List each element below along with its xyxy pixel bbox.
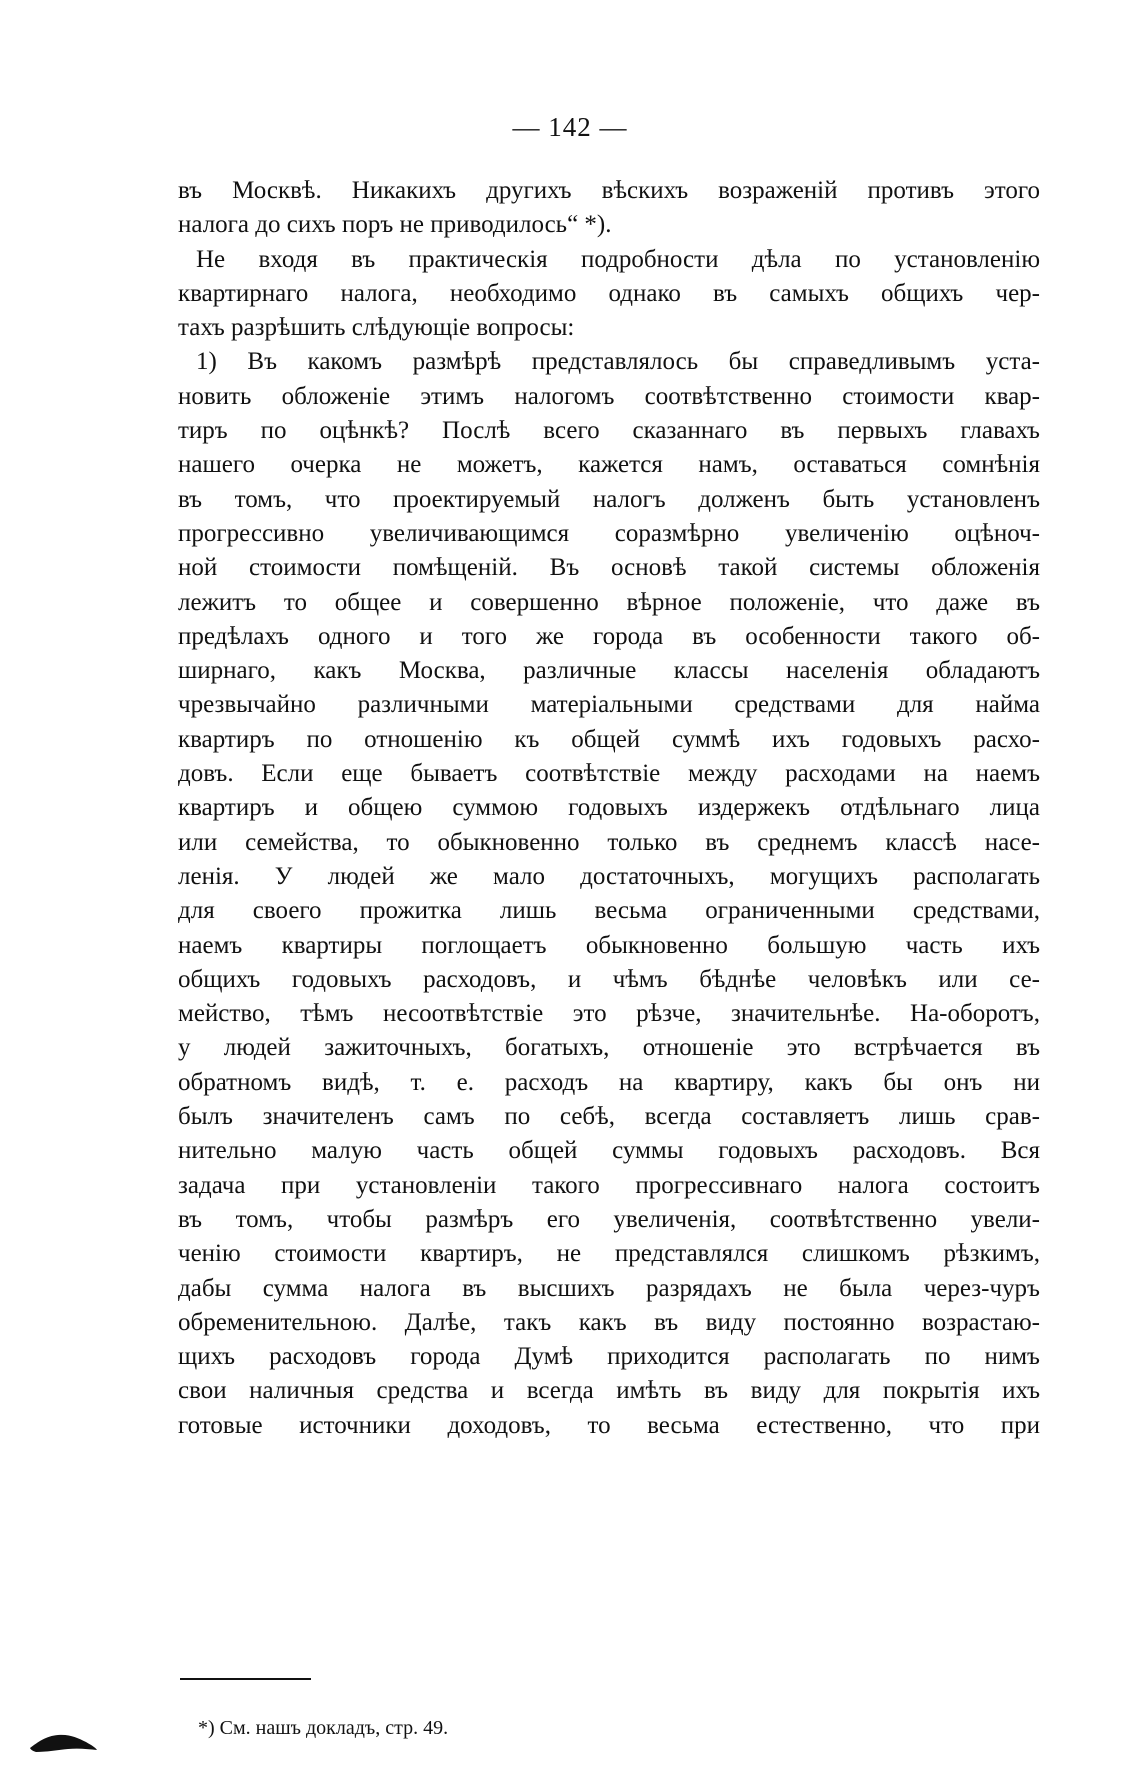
- text-line: у людей зажиточныхъ, богатыхъ, отношеніе это встрѣчается въ: [178, 1034, 1040, 1062]
- text-line: готовые источники доходовъ, то весьма естественно, что при: [178, 1411, 1040, 1439]
- text-line: для своего прожитка лишь весьма ограниченными средствами,: [178, 897, 1040, 925]
- text-line: ной стоимости помѣщеній. Въ основѣ такой системы обложенія: [178, 554, 1040, 582]
- text-line: свои наличныя средства и всегда имѣть въ виду для покрытія ихъ: [178, 1377, 1040, 1405]
- text-line: или семейства, то обыкновенно только въ среднемъ классѣ насе-: [178, 828, 1040, 856]
- text-line: нашего очерка не можетъ, кажется намъ, оставаться сомнѣнія: [178, 451, 1040, 479]
- text-line: лежитъ то общее и совершенно вѣрное положеніе, что даже въ: [178, 588, 1040, 616]
- text-line: тиръ по оцѣнкѣ? Послѣ всего сказаннаго въ первыхъ главахъ: [178, 417, 1040, 445]
- text-line: ширнаго, какъ Москва, различные классы населенія обладаютъ: [178, 657, 1040, 685]
- text-line: наемъ квартиры поглощаетъ обыкновенно большую часть ихъ: [178, 931, 1040, 959]
- text-line: щихъ расходовъ города Думѣ приходится располагать по нимъ: [178, 1343, 1040, 1371]
- text-line: обратномъ видѣ, т. е. расходъ на квартиру, какъ бы онъ ни: [178, 1068, 1040, 1096]
- text-line: ленія. У людей же мало достаточныхъ, могущихъ располагать: [178, 862, 1040, 890]
- footnote: *) См. нашъ докладъ, стр. 49.: [198, 1717, 449, 1739]
- text-line: прогрессивно увеличивающимся соразмѣрно увеличенію оцѣноч-: [178, 519, 1040, 547]
- text-line: дабы сумма налога въ высшихъ разрядахъ не была через-чуръ: [178, 1274, 1040, 1302]
- text-line: мейство, тѣмъ несоотвѣтствіе это рѣзче, значительнѣе. На-оборотъ,: [178, 1000, 1040, 1028]
- footnote-divider: [180, 1678, 311, 1680]
- text-line: былъ значителенъ самъ по себѣ, всегда составляетъ лишь срав-: [178, 1103, 1040, 1131]
- text-line: въ томъ, чтобы размѣръ его увеличенія, соотвѣтственно увели-: [178, 1205, 1040, 1233]
- text-line: довъ. Если еще бываетъ соотвѣтствіе между расходами на наемъ: [178, 760, 1040, 788]
- text-line: тахъ разрѣшить слѣдующіе вопросы:: [178, 314, 575, 342]
- text-line: 1) Въ какомъ размѣрѣ представлялось бы справедливымъ уста-: [196, 348, 1040, 376]
- text-line: квартиръ и общею суммою годовыхъ издержекъ отдѣльнаго лица: [178, 794, 1040, 822]
- text-line: квартирнаго налога, необходимо однако въ самыхъ общихъ чер-: [178, 279, 1040, 307]
- page-number: — 142 —: [512, 112, 628, 142]
- text-line: Не входя въ практическія подробности дѣла по установленію: [196, 245, 1040, 273]
- ink-blot-mark: [28, 1730, 98, 1756]
- text-line: чрезвычайно различными матеріальными средствами для найма: [178, 691, 1040, 719]
- text-line: въ Москвѣ. Никакихъ другихъ вѣскихъ возраженій противъ этого: [178, 177, 1040, 204]
- text-line: квартиръ по отношенію къ общей суммѣ ихъ годовыхъ расхо-: [178, 725, 1040, 753]
- text-line: предѣлахъ одного и того же города въ особенности такого об-: [178, 622, 1040, 650]
- text-line: налога до сихъ поръ не приводилось“ *).: [178, 211, 612, 239]
- main-text: [178, 174, 1040, 1443]
- text-line: обременительною. Далѣе, такъ какъ въ виду постоянно возрастаю-: [178, 1308, 1040, 1336]
- text-line: общихъ годовыхъ расходовъ, и чѣмъ бѣднѣе человѣкъ или се-: [178, 965, 1040, 993]
- text-line: новить обложеніе этимъ налогомъ соотвѣтственно стоимости квар-: [178, 382, 1040, 410]
- text-line: нительно малую часть общей суммы годовыхъ расходовъ. Вся: [178, 1137, 1040, 1165]
- text-line: ченію стоимости квартиръ, не представлялся слишкомъ рѣзкимъ,: [178, 1240, 1040, 1268]
- text-line: въ томъ, что проектируемый налогъ долженъ быть установленъ: [178, 485, 1040, 513]
- text-line: задача при установленіи такого прогрессивнаго налога состоитъ: [178, 1171, 1040, 1199]
